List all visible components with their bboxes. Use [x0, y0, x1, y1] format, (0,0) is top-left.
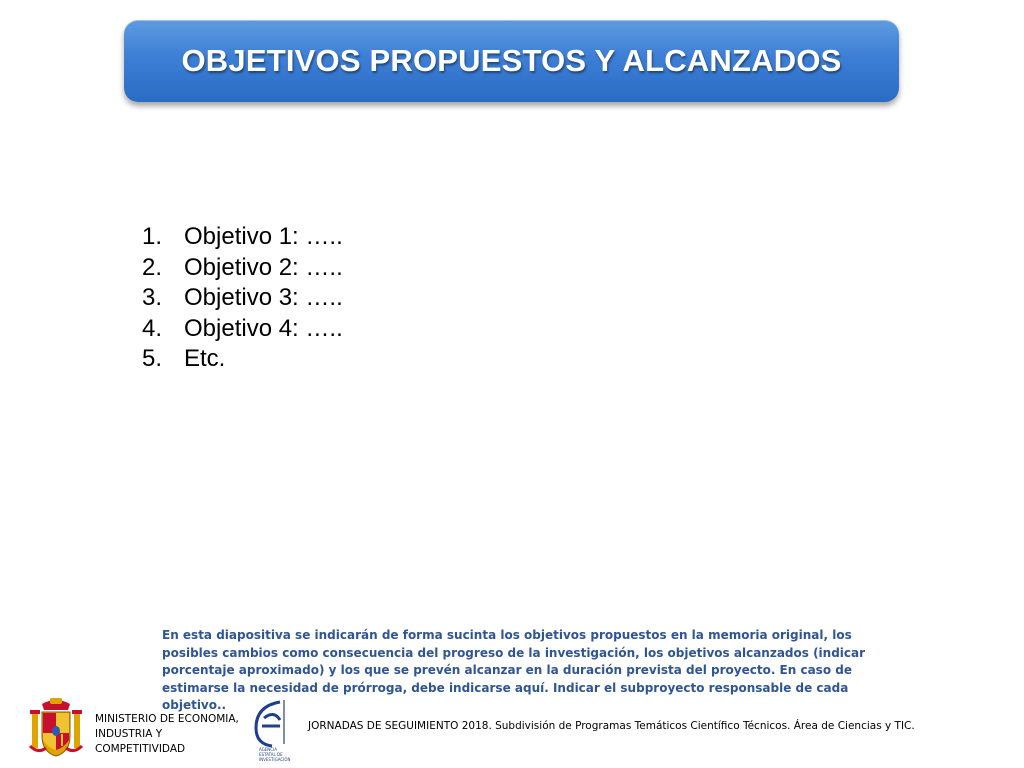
ministry-line: INDUSTRIA Y: [95, 728, 163, 740]
list-item-number: 1.: [142, 223, 163, 250]
ministry-line: COMPETITIVIDAD: [95, 743, 186, 755]
list-item: [142, 253, 343, 284]
list-item: [142, 283, 343, 314]
list-item-text: Objetivo 2: …..: [184, 253, 343, 281]
list-item-text: Etc.: [184, 345, 226, 372]
list-item-number: 2.: [142, 253, 163, 281]
list-item: [142, 314, 343, 345]
objectives-list: [142, 222, 343, 375]
instructions-note: En esta diapositiva se indicarán de forma sucinta los objetivos propuestos en la memoria original, los posibles cambios como consecuencia del progreso de la investigación, los objetivos alcanzados (indicar porcentaje aproximado) y los que se prevén alcanzar en la duración prevista del proyecto. En caso de estimarse la necesidad de prórroga, debe indicarse aquí. Indicar el subproyecto responsable de cada objetivo..: [162, 628, 866, 712]
list-item: [142, 344, 343, 375]
agency-logo-text: AGENCIA: [259, 747, 277, 752]
list-item-text: Objetivo 4: …..: [184, 314, 343, 342]
list-item: [142, 222, 343, 253]
list-item-number: 5.: [142, 345, 163, 372]
coat-of-arms-icon: [28, 698, 84, 758]
list-item-text: Objetivo 3: …..: [184, 284, 343, 311]
slide-title: OBJETIVOS PROPUESTOS Y ALCANZADOS: [181, 43, 842, 78]
list-item-number: 4.: [142, 314, 163, 342]
list-item-number: 3.: [142, 284, 163, 311]
title-banner: [124, 20, 899, 102]
agency-logo-text: INVESTIGACIÓN: [259, 757, 290, 762]
ministry-name: [95, 712, 239, 757]
agency-logo-text: ESTATAL DE: [259, 752, 283, 757]
ministry-line: MINISTERIO DE ECONOMIA,: [95, 713, 239, 725]
footer-event-text: JORNADAS DE SEGUIMIENTO 2018. Subdivisión de Programas Temáticos Científico Técnicos. Área de Ciencias y TIC.: [308, 720, 915, 732]
agency-logo-icon: [250, 698, 290, 764]
list-item-text: Objetivo 1: …..: [184, 223, 343, 250]
